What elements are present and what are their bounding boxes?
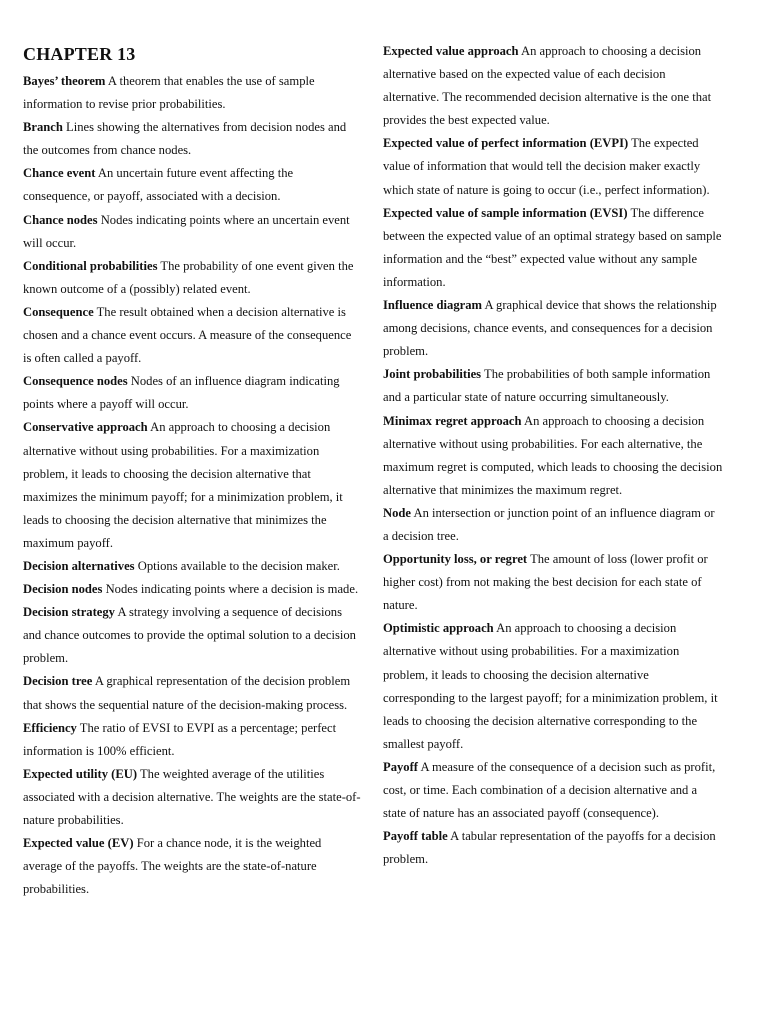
glossary-entry [23, 162, 361, 208]
glossary-term: Payoff [383, 759, 418, 774]
glossary-term: Decision strategy [23, 605, 115, 620]
glossary-definition: Nodes indicating points where an uncertain event will occur. [23, 212, 350, 250]
glossary-term: Node [383, 505, 411, 520]
glossary-definition: A graphical device that shows the relationship among decisions, chance events, and consequences for a decision problem. [383, 298, 717, 359]
glossary-definition: An approach to choosing a decision alternative without using probabilities. For a maximization problem, it leads to choosing the decision alternative that maximizes the minimum payoff; for a minimization problem, it leads to choosing the decision alternative that minimizes the maximum payoff. [23, 420, 343, 550]
glossary-entry [23, 116, 361, 162]
glossary-term: Branch [23, 120, 63, 135]
glossary-definition: An uncertain future event affecting the consequence, or payoff, associated with a decision. [23, 166, 294, 204]
glossary-term: Conditional probabilities [23, 258, 158, 273]
glossary-entry [383, 40, 723, 132]
glossary-entry [23, 717, 361, 763]
glossary-definition: A tabular representation of the payoffs for a decision problem. [383, 829, 716, 867]
glossary-entry [23, 555, 361, 578]
chapter-title: CHAPTER 13 [23, 44, 136, 64]
glossary-term: Expected value (EV) [23, 836, 134, 851]
glossary-term: Bayes’ theorem [23, 74, 106, 88]
glossary-term: Chance event [23, 166, 96, 181]
glossary-definition: For a chance node, it is the weighted average of the payoffs. The weights are the state-of-nature probabilities. [23, 836, 322, 897]
glossary-entry [383, 132, 723, 201]
glossary-entry [383, 548, 723, 617]
glossary-entry [23, 370, 361, 416]
glossary-definition: Nodes of an influence diagram indicating points where a payoff will occur. [23, 374, 340, 412]
glossary-entry [23, 301, 361, 370]
glossary-entry [23, 209, 361, 255]
glossary-definition: A measure of the consequence of a decision such as profit, cost, or time. Each combination of a decision alternative and a state of nature has an associated payoff (consequence). [383, 759, 716, 821]
glossary-definition: An approach to choosing a decision alternative without using probabilities. For a maximization problem, it leads to choosing the decision alternative corresponding to the largest payoff; for a minimization problem, it leads to choosing the decision alternative corresponding to the smallest payoff. [383, 621, 718, 751]
glossary-definition: The probabilities of both sample information and a particular state of nature occurring simultaneously. [383, 367, 711, 405]
glossary-term: Decision alternatives [23, 558, 135, 573]
glossary-definition: The weighted average of the utilities associated with a decision alternative. The weights are the state-of-nature probabilities. [23, 766, 361, 827]
glossary-term: Optimistic approach [383, 621, 494, 636]
glossary-definition: A graphical representation of the decision problem that shows the sequential nature of the decision-making process. [23, 674, 351, 712]
glossary-term: Decision tree [23, 674, 93, 689]
glossary-definition: An approach to choosing a decision alternative based on the expected value of each decision alternative. The recommended decision alternative is the one that provides the best expected value. [383, 44, 712, 128]
glossary-entry [23, 601, 361, 670]
glossary-definition: The ratio of EVSI to EVPI as a percentage; perfect information is 100% efficient. [23, 720, 337, 758]
glossary-entry [23, 578, 361, 601]
glossary-entry [23, 416, 361, 555]
glossary-definition: A theorem that enables the use of sample information to revise prior probabilities. [23, 74, 315, 112]
glossary-term: Opportunity loss, or regret [383, 552, 528, 567]
glossary-entry [23, 255, 361, 301]
glossary-term: Expected value approach [383, 44, 519, 58]
glossary-term: Minimax regret approach [383, 413, 522, 428]
glossary-term: Expected value of perfect information (EVPI) [383, 136, 629, 151]
glossary-entry [383, 756, 723, 825]
glossary-term: Chance nodes [23, 212, 98, 227]
glossary-term: Efficiency [23, 720, 77, 735]
glossary-entry [383, 202, 723, 294]
glossary-definition: The probability of one event given the known outcome of a (possibly) related event. [23, 258, 354, 296]
glossary-term: Payoff table [383, 829, 448, 844]
glossary-term: Consequence [23, 304, 94, 319]
glossary-entry [23, 763, 361, 832]
glossary-left-column [23, 40, 361, 901]
glossary-entry [383, 363, 723, 409]
glossary-definition: Lines showing the alternatives from decision nodes and the outcomes from chance nodes. [23, 120, 347, 158]
glossary-entry [23, 832, 361, 901]
glossary-definition: Nodes indicating points where a decision is made. [105, 582, 359, 597]
glossary-term: Consequence nodes [23, 374, 128, 389]
glossary-definition: The difference between the expected value of an optimal strategy based on sample information and the “best” expected value without any sample information. [383, 205, 722, 289]
glossary-definition: The amount of loss (lower profit or higher cost) from not making the best decision for each state of nature. [383, 552, 708, 613]
glossary-definition: An intersection or junction point of an influence diagram or a decision tree. [383, 505, 715, 543]
glossary-definition: The expected value of information that would tell the decision maker exactly which state of nature is going to occur (i.e., perfect information). [383, 136, 710, 197]
glossary-term: Expected utility (EU) [23, 766, 138, 781]
glossary-term: Influence diagram [383, 298, 482, 313]
glossary-entry [383, 617, 723, 756]
glossary-term: Conservative approach [23, 420, 148, 435]
glossary-definition: Options available to the decision maker. [137, 558, 340, 573]
glossary-term: Decision nodes [23, 582, 103, 597]
glossary-definition: An approach to choosing a decision alternative without using probabilities. For each alternative, the maximum regret is computed, which leads to choosing the decision alternative that minimizes the maximum regret. [383, 413, 723, 497]
glossary-definition: The result obtained when a decision alternative is chosen and a chance event occurs. A measure of the consequence is often called a payoff. [23, 304, 352, 366]
glossary-entry [383, 294, 723, 363]
glossary-entry [383, 825, 723, 871]
glossary-right-column [383, 40, 723, 871]
glossary-entry [23, 670, 361, 716]
glossary-entry [383, 410, 723, 502]
glossary-term: Joint probabilities [383, 367, 482, 382]
glossary-definition: A strategy involving a sequence of decisions and chance outcomes to provide the optimal solution to a decision problem. [23, 605, 356, 666]
glossary-term: Expected value of sample information (EVSI) [383, 205, 628, 220]
glossary-entry [383, 502, 723, 548]
glossary-entry [23, 70, 361, 116]
